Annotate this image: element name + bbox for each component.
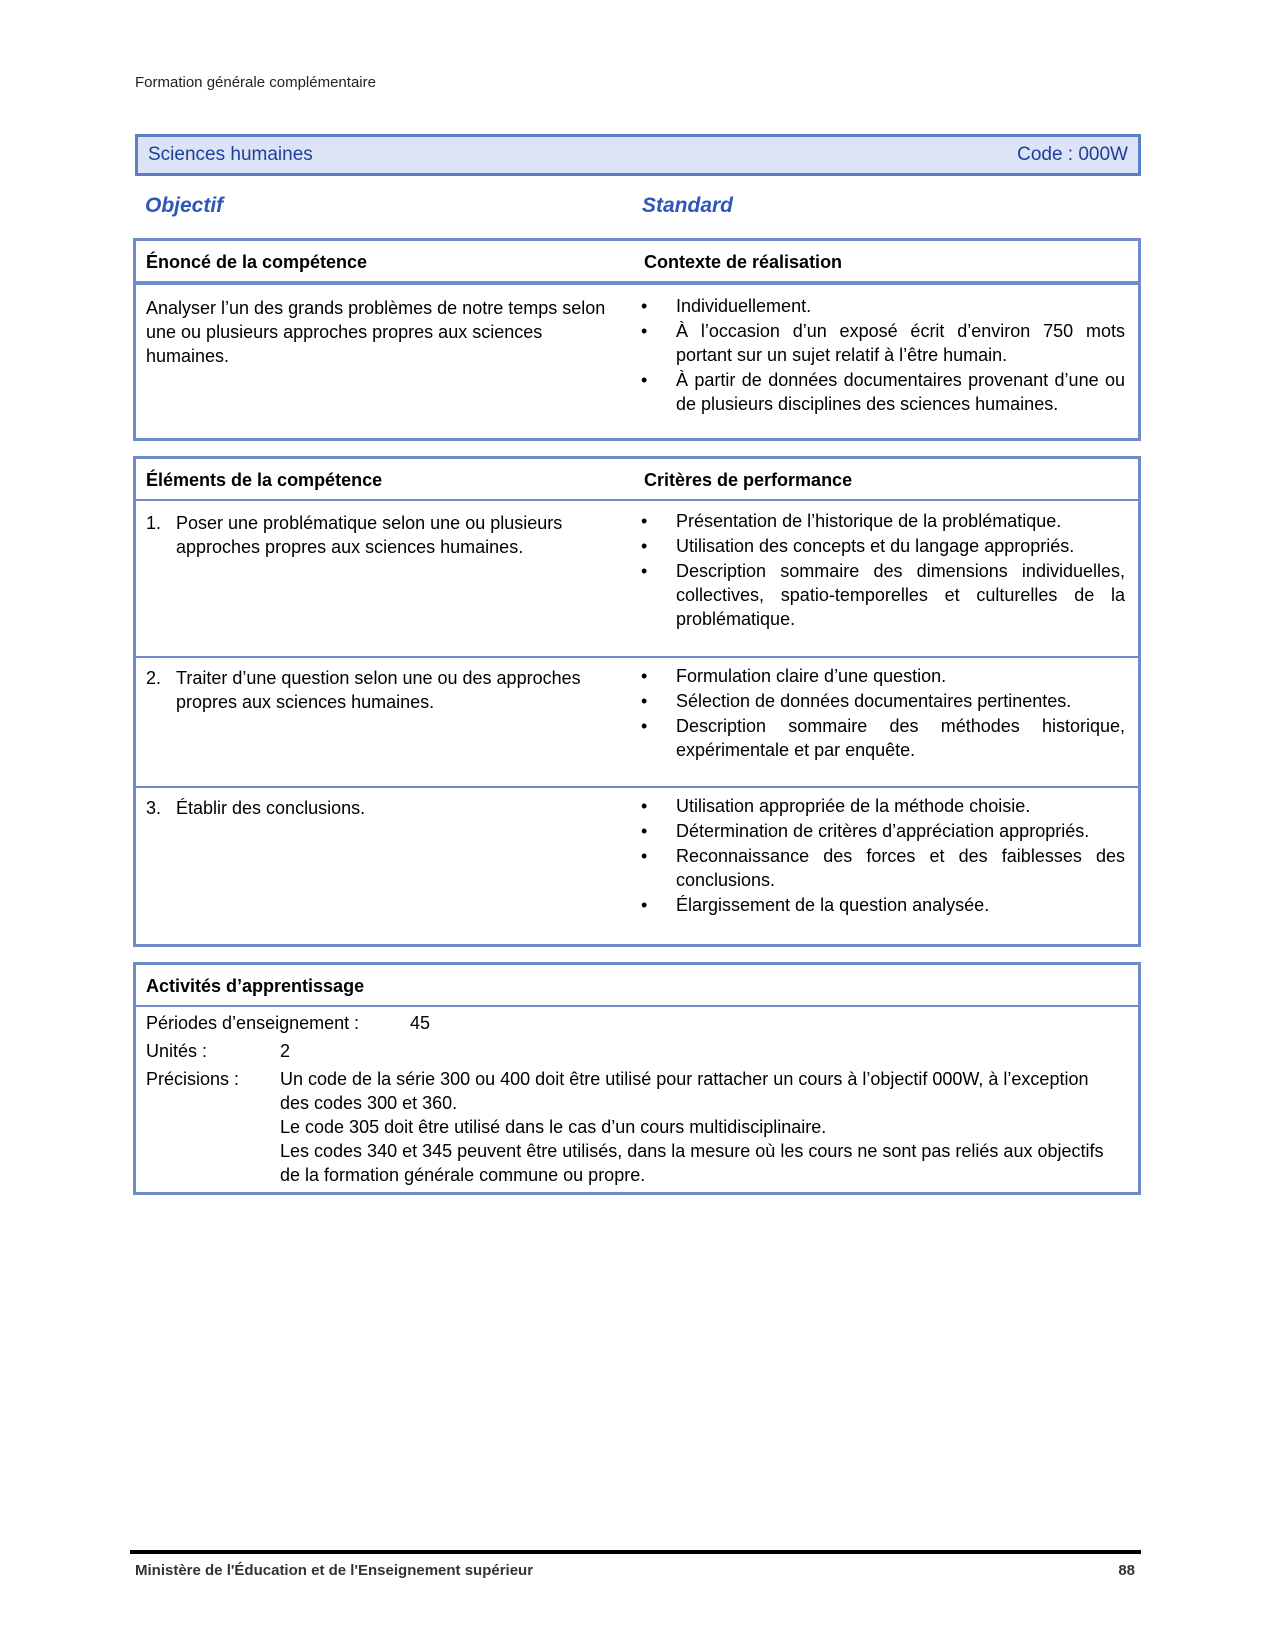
box-header bbox=[136, 459, 1138, 501]
bullet-icon: • bbox=[641, 895, 648, 915]
periods-value: 45 bbox=[410, 1013, 431, 1033]
box-header bbox=[136, 965, 1138, 1007]
units-label: Unités : bbox=[146, 1041, 208, 1061]
criterion-item: • Reconnaissance des forces et des faiblesses des conclusions. bbox=[641, 846, 1125, 890]
context-list bbox=[639, 294, 1131, 417]
context-item: • À l’occasion d’un exposé écrit d’environ 750 mots portant sur un sujet relatif à l’être humain. bbox=[641, 321, 1125, 365]
context-item: • Individuellement. bbox=[641, 296, 812, 316]
units-value: 2 bbox=[280, 1041, 291, 1061]
competency-elements-box bbox=[133, 456, 1141, 947]
objectif-label: Objectif bbox=[145, 194, 224, 217]
bullet-icon: • bbox=[641, 716, 648, 736]
precisions-label: Précisions : bbox=[146, 1069, 240, 1089]
criterion-item: • Formulation claire d’une question. bbox=[641, 666, 947, 686]
criterion-item: • Description sommaire des méthodes historique, expérimentale et par enquête. bbox=[641, 716, 1125, 760]
bullet-icon: • bbox=[641, 846, 648, 866]
page-number: 88 bbox=[1118, 1562, 1135, 1579]
standard-label: Standard bbox=[642, 194, 734, 217]
bullet-icon: • bbox=[641, 511, 648, 531]
criteria-list bbox=[639, 794, 1131, 918]
bullet-icon: • bbox=[641, 536, 648, 556]
precision-item: Un code de la série 300 ou 400 doit être utilisé pour rattacher un cours à l’objectif 000W, à l’exception des codes 300 et 360. bbox=[280, 1069, 1089, 1113]
bullet-icon: • bbox=[641, 321, 648, 341]
bullet-icon: • bbox=[641, 561, 648, 581]
statement-section bbox=[136, 283, 1138, 439]
precision-item: Le code 305 doit être utilisé dans le cas d’un cours multidisciplinaire. bbox=[280, 1117, 827, 1137]
criterion-item: • Description sommaire des dimensions individuelles, collectives, spatio-temporelles et culturelles de la problématique. bbox=[641, 561, 1125, 629]
ministry-name: Ministère de l'Éducation et de l'Enseignement supérieur bbox=[135, 1562, 534, 1579]
statement-heading: Énoncé de la compétence bbox=[146, 252, 368, 272]
activities-heading: Activités d’apprentissage bbox=[146, 976, 365, 996]
learning-activities-box bbox=[133, 962, 1141, 1195]
precision-item: Les codes 340 et 345 peuvent être utilisés, dans la mesure où les cours ne sont pas reliés aux objectifs de la formation générale commune ou propre. bbox=[280, 1141, 1104, 1185]
title-band bbox=[135, 134, 1141, 176]
discipline-title: Sciences humaines bbox=[148, 144, 313, 165]
criterion-item: • Présentation de l’historique de la problématique. bbox=[641, 511, 1062, 531]
bullet-icon: • bbox=[641, 666, 648, 686]
criterion-item: • Élargissement de la question analysée. bbox=[641, 895, 990, 915]
competency-statement: Analyser l’un des grands problèmes de notre temps selon une ou plusieurs approches propres aux sciences humaines. bbox=[146, 298, 606, 366]
criteria-heading: Critères de performance bbox=[644, 470, 853, 490]
elements-heading: Éléments de la compétence bbox=[146, 470, 383, 490]
bullet-icon: • bbox=[641, 296, 648, 316]
criteria-list bbox=[639, 509, 1131, 632]
objective-row bbox=[145, 194, 1045, 220]
criterion-item: • Utilisation appropriée de la méthode choisie. bbox=[641, 796, 1031, 816]
criterion-item: • Sélection de données documentaires pertinentes. bbox=[641, 691, 1072, 711]
element-item: 2. Traiter d’une question selon une ou des approches propres aux sciences humaines. bbox=[146, 668, 581, 712]
criterion-item: • Utilisation des concepts et du langage appropriés. bbox=[641, 536, 1075, 556]
footer-divider bbox=[130, 1550, 1141, 1554]
objective-code: Code : 000W bbox=[1017, 144, 1128, 165]
bullet-icon: • bbox=[641, 370, 648, 390]
bullet-icon: • bbox=[641, 796, 648, 816]
periods-label: Périodes d’enseignement : bbox=[146, 1013, 360, 1033]
element-row bbox=[136, 656, 1138, 786]
element-row bbox=[136, 501, 1138, 656]
context-heading: Contexte de réalisation bbox=[644, 252, 843, 272]
box-header bbox=[136, 241, 1138, 283]
precisions-text bbox=[280, 1067, 1120, 1187]
competency-statement-box bbox=[133, 238, 1141, 441]
criteria-list bbox=[639, 664, 1131, 763]
criterion-item: • Détermination de critères d’appréciation appropriés. bbox=[641, 821, 1090, 841]
running-header: Formation générale complémentaire bbox=[135, 74, 376, 91]
context-item: • À partir de données documentaires provenant d’une ou de plusieurs disciplines des sciences humaines. bbox=[641, 370, 1125, 414]
bullet-icon: • bbox=[641, 691, 648, 711]
page-footer bbox=[135, 1562, 1135, 1579]
element-row bbox=[136, 786, 1138, 942]
bullet-icon: • bbox=[641, 821, 648, 841]
element-item: 3. Établir des conclusions. bbox=[146, 798, 366, 818]
element-item: 1. Poser une problématique selon une ou plusieurs approches propres aux sciences humaines. bbox=[146, 513, 563, 557]
